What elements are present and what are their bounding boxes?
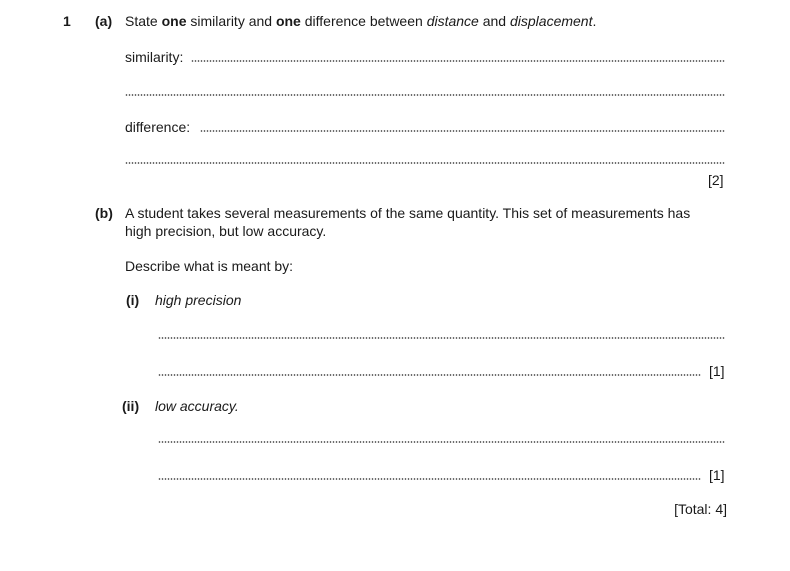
part-b-label: (b): [95, 205, 113, 221]
sub-i-text: high precision: [155, 292, 242, 308]
prompt-text: .: [592, 13, 597, 29]
describe-instruction: Describe what is meant by:: [125, 258, 294, 274]
part-b-stem-line-1: A student takes several measurements of the same quantity. This set of measurements has: [125, 205, 691, 221]
term-distance: distance: [426, 13, 479, 29]
sub-ii-marks: [1]: [709, 467, 725, 483]
similarity-label: similarity:: [125, 49, 184, 65]
sub-ii-answer-line[interactable]: [158, 441, 725, 443]
total-marks: [Total: 4]: [674, 501, 727, 517]
sub-ii-label: (ii): [122, 398, 140, 414]
sub-i-answer-line[interactable]: [158, 337, 725, 339]
term-displacement: displacement: [509, 13, 593, 29]
emphasis-one: one: [275, 13, 301, 29]
difference-answer-line[interactable]: [200, 130, 725, 132]
similarity-answer-line[interactable]: [191, 60, 725, 62]
part-a-marks: [2]: [708, 172, 724, 188]
difference-answer-line-2[interactable]: [125, 162, 725, 164]
part-a-prompt: [125, 13, 596, 30]
sub-i-answer-line-2[interactable]: [158, 374, 701, 376]
difference-label: difference:: [125, 119, 191, 135]
prompt-text: and: [478, 13, 510, 29]
part-a-label: (a): [95, 13, 113, 29]
question-number: 1: [63, 13, 71, 29]
sub-ii-answer-line-2[interactable]: [158, 478, 701, 480]
sub-ii-text: low accuracy.: [155, 398, 239, 414]
similarity-answer-line-2[interactable]: [125, 94, 725, 96]
sub-i-marks: [1]: [709, 363, 725, 379]
prompt-text: similarity and: [186, 13, 276, 29]
sub-i-label: (i): [126, 292, 140, 308]
prompt-text: State: [125, 13, 162, 29]
part-b-stem-line-2: high precision, but low accuracy.: [125, 223, 327, 239]
emphasis-one: one: [161, 13, 187, 29]
prompt-text: difference between: [300, 13, 427, 29]
